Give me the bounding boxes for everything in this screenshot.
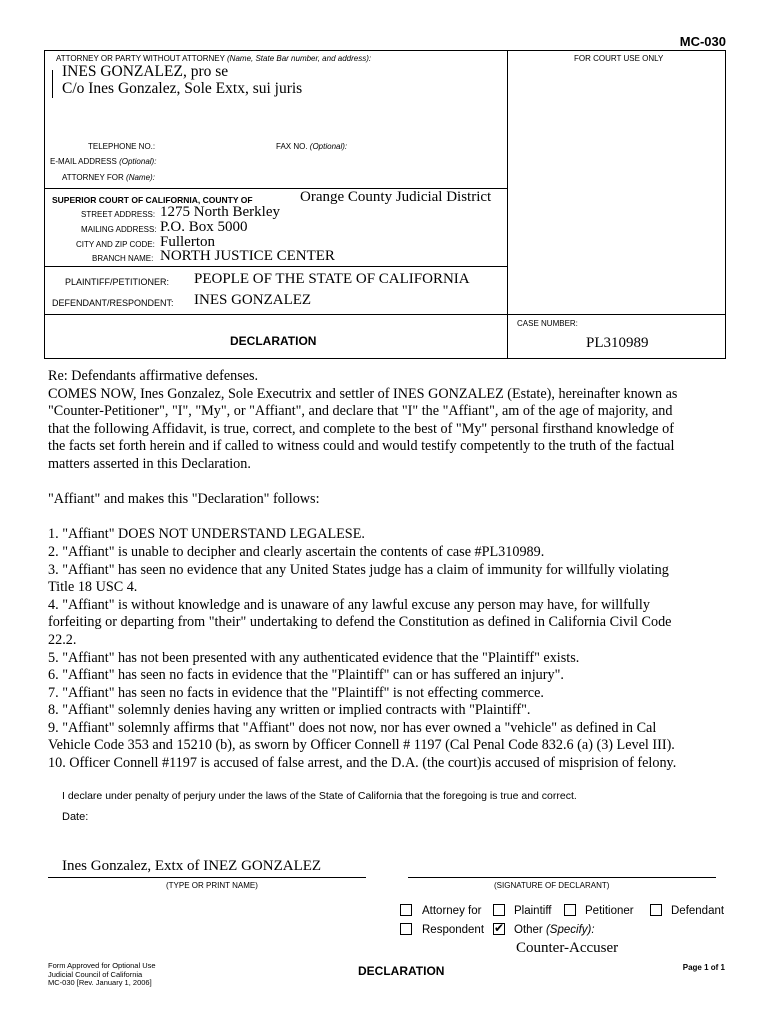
attorney-for-label [62,173,155,182]
body-line: "Affiant" and makes this "Declaration" follows: [48,491,320,508]
petitioner-role-label: Petitioner [585,905,634,917]
defendant-checkbox[interactable] [650,904,662,916]
defendant-label: DEFENDANT/RESPONDENT: [52,298,174,308]
body-line: Vehicle Code 353 and 15210 (b), as sworn by Officer Connell # 1197 (Cal Penal Code 832.6 (a) (3) Level III). [48,737,675,754]
street-address-value[interactable]: 1275 North Berkley [160,204,280,220]
street-address-label: STREET ADDRESS: [81,210,156,219]
body-line: 1. "Affiant" DOES NOT UNDERSTAND LEGALESE. [48,526,365,543]
case-number-value[interactable]: PL310989 [586,335,649,351]
body-line: "Counter-Petitioner", "I", "My", or "Affiant", and declare that "I" the "Affiant", am of the age of majority, and [48,403,673,420]
attorney-name[interactable]: INES GONZALEZ, pro se [62,63,229,80]
signature-line [408,877,716,878]
court-use-divider [507,50,508,358]
printed-name[interactable]: Ines Gonzalez, Extx of INEZ GONZALEZ [62,858,322,874]
body-line: the facts set forth herein and if called to witness could and would testify competently to the truth of the factual [48,438,675,455]
other-role-label [514,924,595,936]
email-label-text: E-MAIL ADDRESS [50,157,117,166]
footer-approval-line-2: Judicial Council of California [48,969,143,979]
email-label-note: (Optional): [119,157,157,166]
other-checkbox[interactable] [493,923,505,935]
attorney-for-checkbox[interactable] [400,904,412,916]
parties-section-divider [44,314,726,315]
declaration-title: DECLARATION [230,334,317,348]
telephone-label: TELEPHONE NO.: [88,142,156,151]
attorney-for-label-note: (Name): [126,173,155,182]
attorney-for-role-label: Attorney for [422,905,482,917]
attorney-care-of[interactable]: C/o Ines Gonzalez, Sole Extx, sui juris [62,80,303,97]
other-role-value[interactable]: Counter-Accuser [516,940,619,956]
body-line: COMES NOW, Ines Gonzalez, Sole Executrix and settler of INES GONZALEZ (Estate), hereinafter known as [48,385,678,402]
defendant-value[interactable]: INES GONZALEZ [194,292,312,308]
caption-left-border [44,50,45,358]
address-bracket [52,70,53,98]
body-line: 10. Officer Connell #1197 is accused of false arrest, and the D.A. (the court)is accused of misprision of felony. [48,755,677,772]
other-role-label-note: (Specify): [545,924,595,936]
date-label: Date: [62,811,89,823]
other-check-icon: ✔ [494,921,505,935]
plaintiff-checkbox[interactable] [493,904,505,916]
defendant-role-label: Defendant [671,905,725,917]
attorney-label-text: ATTORNEY OR PARTY WITHOUT ATTORNEY [56,54,225,63]
body-line: 22.2. [48,631,77,648]
body-line: 3. "Affiant" has seen no evidence that any United States judge has a claim of immunity for willfully violating [48,561,669,578]
body-line: 2. "Affiant" is unable to decipher and clearly ascertain the contents of case #PL310989. [48,543,545,560]
body-line: that the following Affidavit, is true, correct, and complete to the best of "My" personal firsthand knowledge of [48,420,674,437]
other-role-label-text: Other [514,924,543,936]
caption-right-border [725,50,726,358]
city-zip-label: CITY AND ZIP CODE: [76,240,155,249]
type-print-label: (TYPE OR PRINT NAME) [166,881,258,890]
footer-approval-line-1: Form Approved for Optional Use [48,961,156,970]
court-use-label: FOR COURT USE ONLY [574,54,664,63]
court-label: SUPERIOR COURT OF CALIFORNIA, COUNTY OF [52,195,253,205]
mailing-address-value[interactable]: P.O. Box 5000 [160,219,248,235]
attorney-label-note: (Name, State Bar number, and address): [227,54,372,63]
body-line [48,509,677,527]
respondent-role-label: Respondent [422,924,485,936]
body-line: matters asserted in this Declaration. [48,455,251,472]
plaintiff-role-label: Plaintiff [514,905,552,917]
plaintiff-value[interactable]: PEOPLE OF THE STATE OF CALIFORNIA [194,271,470,287]
caption-top-border [44,50,726,51]
respondent-checkbox[interactable] [400,923,412,935]
footer-title: DECLARATION [358,964,445,978]
body-line: 9. "Affiant" solemnly affirms that "Affiant" does not now, nor has ever owned a "vehicle" as defined in Cal [48,719,657,736]
perjury-statement: I declare under penalty of perjury under the laws of the State of California that the foregoing is true and correct. [62,790,577,802]
form-number: MC-030 [679,34,726,49]
body-line: 8. "Affiant" solemnly denies having any written or implied contracts with "Plaintiff". [48,702,531,719]
printed-name-line [48,877,366,878]
declaration-body [48,368,677,773]
signature-field[interactable] [408,838,716,876]
plaintiff-label: PLAINTIFF/PETITIONER: [65,277,170,287]
court-section-divider [44,266,507,267]
footer-page-number: Page 1 of 1 [682,963,725,972]
body-line: Re: Defendants affirmative defenses. [48,368,259,384]
signature-label: (SIGNATURE OF DECLARANT) [494,881,610,890]
attorney-label [56,54,371,63]
body-line [48,474,677,492]
city-zip-value[interactable]: Fullerton [160,234,215,250]
mailing-address-label: MAILING ADDRESS: [81,225,157,234]
body-line: 5. "Affiant" has not been presented with any authenticated evidence that the "Plaintiff" exists. [48,649,580,666]
footer-approval [48,962,156,988]
fax-label-text: FAX NO. [276,142,308,151]
branch-name-value[interactable]: NORTH JUSTICE CENTER [160,248,335,264]
body-line: Title 18 USC 4. [48,579,138,596]
case-number-label: CASE NUMBER: [517,319,578,328]
court-county[interactable]: Orange County Judicial District [300,189,492,205]
email-label [50,157,156,166]
fax-label [276,142,347,151]
body-line: forfeiting or departing from "their" undertaking to defend the Constitution as defined in California Civil Code [48,614,672,631]
body-line: 6. "Affiant" has seen no facts in evidence that the "Plaintiff" can or has suffered an injury". [48,667,564,684]
attorney-for-label-text: ATTORNEY FOR [62,173,124,182]
body-line: 4. "Affiant" is without knowledge and is unaware of any lawful excuse any person may have, for willfully [48,596,650,613]
branch-name-label: BRANCH NAME: [92,254,154,263]
caption-bottom-border [44,358,726,359]
petitioner-checkbox[interactable] [564,904,576,916]
fax-label-note: (Optional): [309,142,348,151]
body-line: 7. "Affiant" has seen no facts in evidence that the "Plaintiff" is not effecting commerce. [48,684,544,701]
footer-approval-line-3: MC-030 [Rev. January 1, 2006] [48,978,152,987]
